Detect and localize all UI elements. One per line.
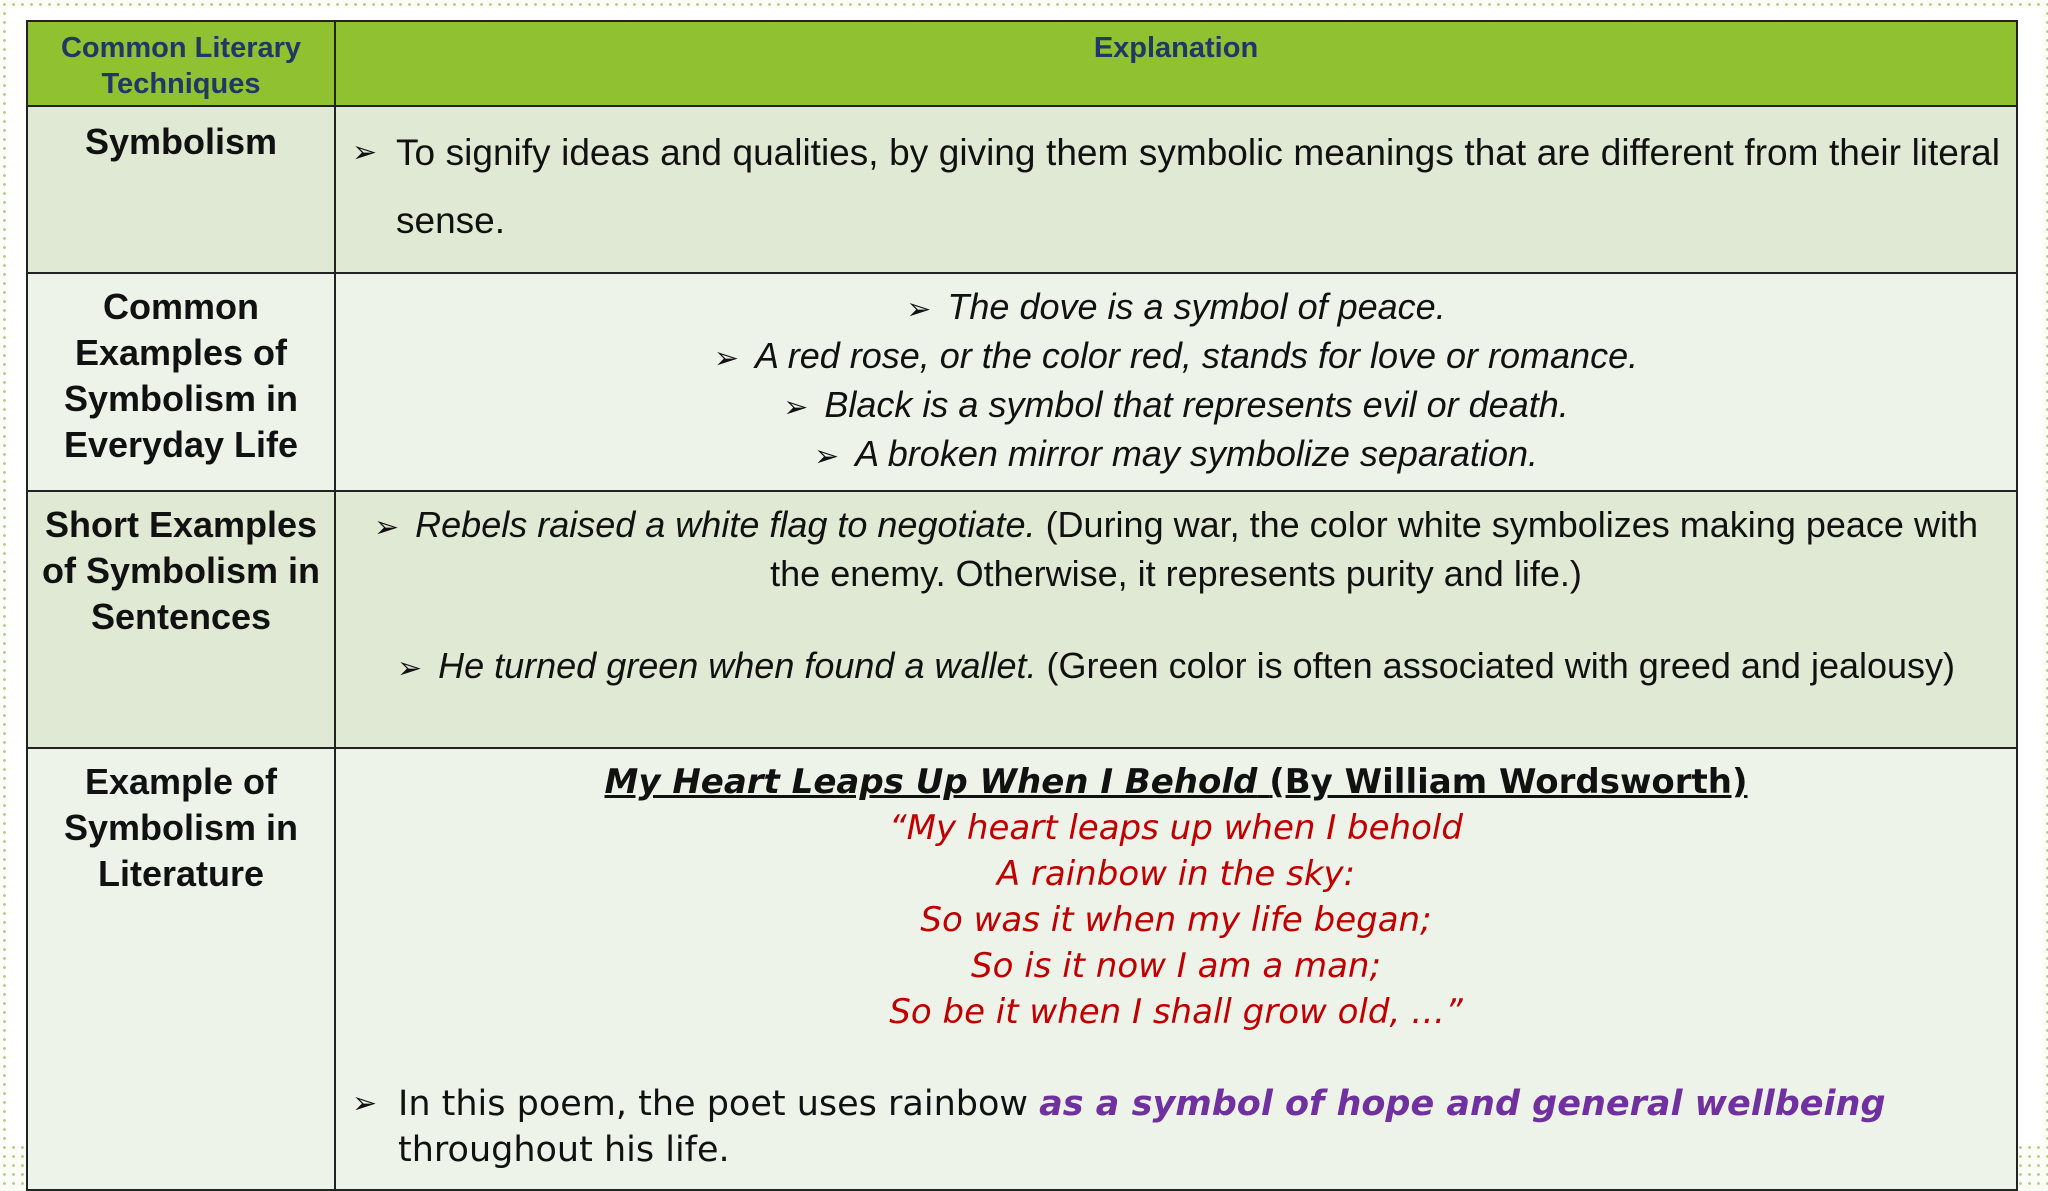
arrow-bullet-icon: ➢ [906, 292, 932, 327]
table-header-row [27, 21, 2017, 106]
arrow-bullet-icon: ➢ [352, 1086, 378, 1121]
row-label: Symbolism [27, 106, 335, 273]
row-label: Common Examples of Symbolism in Everyday Life [27, 273, 335, 491]
symbolism-definition [335, 106, 2017, 273]
row-label: Short Examples of Symbolism in Sentences [27, 491, 335, 748]
poem-analysis: ➢ In this poem, the poet uses rainbow as a symbol of hope and general wellbeing throughout his life. [336, 1081, 2016, 1173]
row-label: Example of Symbolism in Literature [27, 748, 335, 1190]
arrow-bullet-icon: ➢ [396, 651, 423, 686]
sentence-examples [335, 491, 2017, 748]
header-techniques: Common Literary Techniques [27, 21, 335, 106]
table-row-symbolism [27, 106, 2017, 273]
poem-line: A rainbow in the sky: [996, 854, 1356, 894]
arrow-bullet-icon: ➢ [352, 135, 378, 170]
poem-line: So was it when my life began; [920, 900, 1432, 940]
header-explanation: Explanation [335, 21, 2017, 106]
list-item: ➢ A broken mirror may symbolize separation. [813, 433, 1539, 474]
literature-example [335, 748, 2017, 1190]
arrow-bullet-icon: ➢ [813, 439, 840, 474]
table-row-literature-example [27, 748, 2017, 1190]
list-item: ➢ A red rose, or the color red, stands for love or romance. [713, 335, 1639, 376]
arrow-bullet-icon: ➢ [783, 390, 809, 425]
list-item: ➢ He turned green when found a wallet. (Green color is often associated with greed and jealousy) [396, 645, 1956, 686]
table-row-everyday-examples [27, 273, 2017, 491]
everyday-examples-list [335, 273, 2017, 491]
definition-text: To signify ideas and qualities, by giving them symbolic meanings that are different from their literal sense. [396, 132, 2000, 241]
highlighted-phrase: as a symbol of hope and general wellbeing [1039, 1084, 1886, 1124]
literary-techniques-table [26, 20, 2018, 1191]
poem-line: So is it now I am a man; [971, 946, 1381, 986]
list-item: ➢ Rebels raised a white flag to negotiate. (During war, the color white symbolizes making peace with the enemy. Otherwise, it represents purity and life.) [374, 504, 1978, 594]
list-item: ➢ The dove is a symbol of peace. [906, 286, 1446, 327]
arrow-bullet-icon: ➢ [713, 341, 740, 376]
arrow-bullet-icon: ➢ [374, 510, 400, 545]
poem-line: So be it when I shall grow old, …” [889, 992, 1463, 1032]
poem-title: My Heart Leaps Up When I Behold (By William Wordsworth) [604, 762, 1748, 802]
list-item: ➢ Black is a symbol that represents evil or death. [783, 384, 1569, 425]
poem-line: “My heart leaps up when I behold [889, 808, 1463, 848]
table-row-sentence-examples [27, 491, 2017, 748]
